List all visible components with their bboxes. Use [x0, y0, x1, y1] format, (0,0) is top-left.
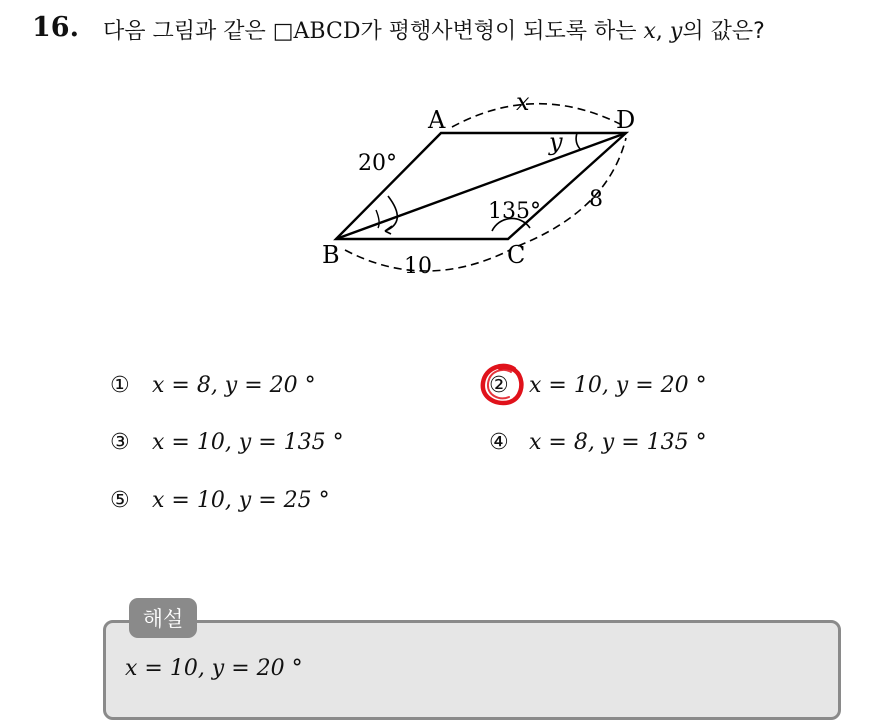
solution-tag: 해설 — [129, 598, 197, 638]
angle-arc-y — [576, 133, 581, 150]
question-text-suffix: 의 값은? — [682, 19, 765, 44]
choice-3[interactable] — [110, 430, 344, 455]
choice-marker-2: ② — [489, 373, 509, 398]
choice-5[interactable] — [110, 488, 330, 513]
question-text-prefix: 다음 그림과 같은 — [103, 19, 273, 44]
choice-4[interactable] — [489, 430, 707, 455]
vertex-label-b: B — [322, 241, 340, 269]
question-number: 16. — [32, 12, 79, 43]
choice-formula-1: x = 8, y = 20 ° — [152, 373, 316, 398]
choice-formula-5: x = 10, y = 25 ° — [152, 488, 330, 513]
vertex-label-d: D — [616, 106, 636, 134]
variable-y: y — [669, 19, 683, 44]
side-label-x: x — [516, 88, 530, 116]
vertex-label-a: A — [428, 106, 446, 134]
side-label-8: 8 — [589, 187, 603, 212]
angle-label-y: y — [549, 128, 563, 156]
choice-marker-3: ③ — [110, 430, 130, 455]
variable-separator: , — [655, 19, 670, 44]
variable-x: x — [643, 19, 656, 44]
dashed-arc-x — [452, 104, 620, 127]
vertex-label-c: C — [507, 241, 526, 269]
selected-answer-circle — [478, 361, 526, 409]
angle-label-135: 135° — [488, 199, 541, 224]
solution-answer: x = 10, y = 20 ° — [125, 656, 303, 681]
choice-formula-3: x = 10, y = 135 ° — [152, 430, 344, 455]
choice-formula-2: x = 10, y = 20 ° — [529, 373, 707, 398]
choice-formula-4: x = 8, y = 135 ° — [529, 430, 707, 455]
dashed-arc-8 — [518, 138, 626, 246]
choice-marker-1: ① — [110, 373, 130, 398]
side-label-10: 10 — [404, 254, 432, 279]
choice-1[interactable] — [110, 373, 316, 398]
choice-marker-4: ④ — [489, 430, 509, 455]
quadrilateral-symbol: □ABCD — [272, 19, 361, 44]
question-text-middle: 가 평행사변형이 되도록 하는 — [360, 19, 644, 44]
choice-marker-5: ⑤ — [110, 488, 130, 513]
angle-label-20: 20° — [358, 151, 397, 176]
